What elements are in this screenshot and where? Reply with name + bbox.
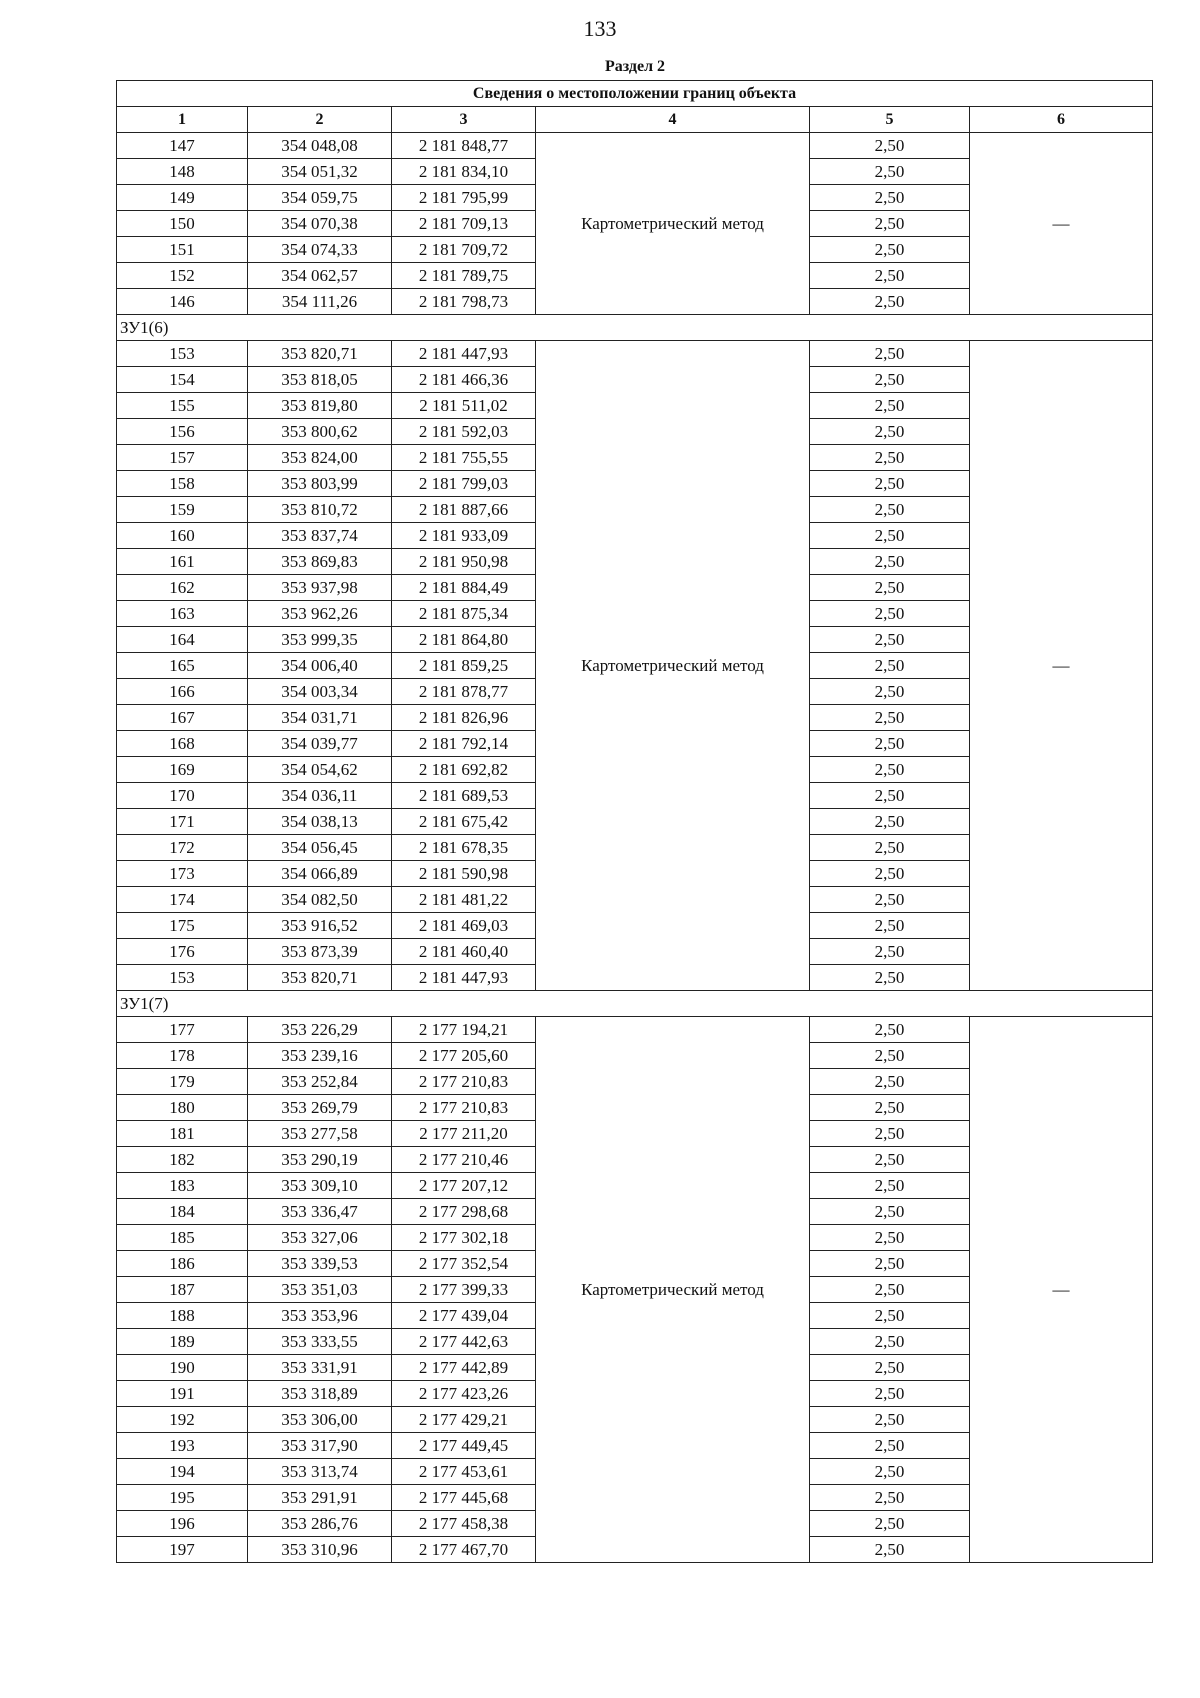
column-header-5: 5	[810, 107, 970, 133]
precision-cell: 2,50	[810, 237, 970, 263]
precision-cell: 2,50	[810, 497, 970, 523]
precision-cell: 2,50	[810, 731, 970, 757]
x-coordinate-cell: 353 336,47	[248, 1199, 392, 1225]
precision-cell: 2,50	[810, 835, 970, 861]
x-coordinate-cell: 353 252,84	[248, 1069, 392, 1095]
point-number-cell: 162	[117, 575, 248, 601]
x-coordinate-cell: 354 003,34	[248, 679, 392, 705]
y-coordinate-cell: 2 177 442,89	[392, 1355, 536, 1381]
y-coordinate-cell: 2 181 826,96	[392, 705, 536, 731]
precision-cell: 2,50	[810, 705, 970, 731]
y-coordinate-cell: 2 177 205,60	[392, 1043, 536, 1069]
point-number-cell: 163	[117, 601, 248, 627]
y-coordinate-cell: 2 177 467,70	[392, 1537, 536, 1563]
precision-cell: 2,50	[810, 367, 970, 393]
point-number-cell: 164	[117, 627, 248, 653]
precision-cell: 2,50	[810, 783, 970, 809]
y-coordinate-cell: 2 181 511,02	[392, 393, 536, 419]
x-coordinate-cell: 354 056,45	[248, 835, 392, 861]
point-number-cell: 190	[117, 1355, 248, 1381]
x-coordinate-cell: 353 869,83	[248, 549, 392, 575]
x-coordinate-cell: 354 006,40	[248, 653, 392, 679]
precision-cell: 2,50	[810, 939, 970, 965]
y-coordinate-cell: 2 177 458,38	[392, 1511, 536, 1537]
precision-cell: 2,50	[810, 1485, 970, 1511]
point-number-cell: 192	[117, 1407, 248, 1433]
point-number-cell: 196	[117, 1511, 248, 1537]
x-coordinate-cell: 354 054,62	[248, 757, 392, 783]
point-number-cell: 170	[117, 783, 248, 809]
group-label-row	[117, 991, 1153, 1017]
x-coordinate-cell: 353 318,89	[248, 1381, 392, 1407]
x-coordinate-cell: 353 291,91	[248, 1485, 392, 1511]
column-6-cell: —	[970, 1017, 1153, 1563]
y-coordinate-cell: 2 181 689,53	[392, 783, 536, 809]
precision-cell: 2,50	[810, 211, 970, 237]
point-number-cell: 181	[117, 1121, 248, 1147]
precision-cell: 2,50	[810, 1225, 970, 1251]
table-row	[117, 133, 1153, 159]
precision-cell: 2,50	[810, 445, 970, 471]
column-6-cell: —	[970, 341, 1153, 991]
y-coordinate-cell: 2 177 442,63	[392, 1329, 536, 1355]
x-coordinate-cell: 353 333,55	[248, 1329, 392, 1355]
point-number-cell: 197	[117, 1537, 248, 1563]
table-title: Сведения о местоположении границ объекта	[117, 81, 1153, 107]
y-coordinate-cell: 2 181 848,77	[392, 133, 536, 159]
y-coordinate-cell: 2 177 211,20	[392, 1121, 536, 1147]
point-number-cell: 185	[117, 1225, 248, 1251]
precision-cell: 2,50	[810, 1407, 970, 1433]
precision-cell: 2,50	[810, 601, 970, 627]
precision-cell: 2,50	[810, 133, 970, 159]
point-number-cell: 186	[117, 1251, 248, 1277]
y-coordinate-cell: 2 181 678,35	[392, 835, 536, 861]
precision-cell: 2,50	[810, 1043, 970, 1069]
x-coordinate-cell: 353 803,99	[248, 471, 392, 497]
point-number-cell: 194	[117, 1459, 248, 1485]
y-coordinate-cell: 2 181 950,98	[392, 549, 536, 575]
column-header-1: 1	[117, 107, 248, 133]
x-coordinate-cell: 354 048,08	[248, 133, 392, 159]
x-coordinate-cell: 353 286,76	[248, 1511, 392, 1537]
x-coordinate-cell: 354 082,50	[248, 887, 392, 913]
point-number-cell: 188	[117, 1303, 248, 1329]
precision-cell: 2,50	[810, 757, 970, 783]
point-number-cell: 153	[117, 341, 248, 367]
point-number-cell: 180	[117, 1095, 248, 1121]
point-number-cell: 167	[117, 705, 248, 731]
x-coordinate-cell: 354 059,75	[248, 185, 392, 211]
group-label: ЗУ1(6)	[117, 315, 1153, 341]
y-coordinate-cell: 2 177 449,45	[392, 1433, 536, 1459]
method-cell: Картометрический метод	[536, 133, 810, 315]
y-coordinate-cell: 2 177 423,26	[392, 1381, 536, 1407]
point-number-cell: 189	[117, 1329, 248, 1355]
section-title: Раздел 2	[604, 58, 666, 75]
point-number-cell: 159	[117, 497, 248, 523]
x-coordinate-cell: 353 820,71	[248, 341, 392, 367]
x-coordinate-cell: 354 038,13	[248, 809, 392, 835]
precision-cell: 2,50	[810, 289, 970, 315]
point-number-cell: 191	[117, 1381, 248, 1407]
precision-cell: 2,50	[810, 1173, 970, 1199]
y-coordinate-cell: 2 177 207,12	[392, 1173, 536, 1199]
point-number-cell: 146	[117, 289, 248, 315]
y-coordinate-cell: 2 181 755,55	[392, 445, 536, 471]
x-coordinate-cell: 354 111,26	[248, 289, 392, 315]
point-number-cell: 178	[117, 1043, 248, 1069]
y-coordinate-cell: 2 181 592,03	[392, 419, 536, 445]
y-coordinate-cell: 2 177 298,68	[392, 1199, 536, 1225]
x-coordinate-cell: 354 039,77	[248, 731, 392, 757]
y-coordinate-cell: 2 177 445,68	[392, 1485, 536, 1511]
precision-cell: 2,50	[810, 1329, 970, 1355]
y-coordinate-cell: 2 181 859,25	[392, 653, 536, 679]
point-number-cell: 172	[117, 835, 248, 861]
y-coordinate-cell: 2 181 469,03	[392, 913, 536, 939]
group-label: ЗУ1(7)	[117, 991, 1153, 1017]
x-coordinate-cell: 353 339,53	[248, 1251, 392, 1277]
point-number-cell: 161	[117, 549, 248, 575]
method-cell: Картометрический метод	[536, 1017, 810, 1563]
x-coordinate-cell: 353 810,72	[248, 497, 392, 523]
x-coordinate-cell: 353 819,80	[248, 393, 392, 419]
point-number-cell: 183	[117, 1173, 248, 1199]
y-coordinate-cell: 2 181 792,14	[392, 731, 536, 757]
precision-cell: 2,50	[810, 679, 970, 705]
point-number-cell: 177	[117, 1017, 248, 1043]
x-coordinate-cell: 353 306,00	[248, 1407, 392, 1433]
precision-cell: 2,50	[810, 471, 970, 497]
point-number-cell: 155	[117, 393, 248, 419]
x-coordinate-cell: 354 062,57	[248, 263, 392, 289]
y-coordinate-cell: 2 177 429,21	[392, 1407, 536, 1433]
point-number-cell: 168	[117, 731, 248, 757]
table-row	[117, 341, 1153, 367]
point-number-cell: 150	[117, 211, 248, 237]
y-coordinate-cell: 2 177 399,33	[392, 1277, 536, 1303]
point-number-cell: 184	[117, 1199, 248, 1225]
x-coordinate-cell: 353 239,16	[248, 1043, 392, 1069]
x-coordinate-cell: 353 269,79	[248, 1095, 392, 1121]
y-coordinate-cell: 2 177 302,18	[392, 1225, 536, 1251]
precision-cell: 2,50	[810, 1147, 970, 1173]
point-number-cell: 151	[117, 237, 248, 263]
precision-cell: 2,50	[810, 1121, 970, 1147]
x-coordinate-cell: 353 999,35	[248, 627, 392, 653]
x-coordinate-cell: 354 031,71	[248, 705, 392, 731]
y-coordinate-cell: 2 181 795,99	[392, 185, 536, 211]
precision-cell: 2,50	[810, 1381, 970, 1407]
point-number-cell: 187	[117, 1277, 248, 1303]
precision-cell: 2,50	[810, 549, 970, 575]
x-coordinate-cell: 354 074,33	[248, 237, 392, 263]
precision-cell: 2,50	[810, 575, 970, 601]
precision-cell: 2,50	[810, 263, 970, 289]
point-number-cell: 165	[117, 653, 248, 679]
precision-cell: 2,50	[810, 159, 970, 185]
precision-cell: 2,50	[810, 1459, 970, 1485]
x-coordinate-cell: 353 353,96	[248, 1303, 392, 1329]
point-number-cell: 158	[117, 471, 248, 497]
precision-cell: 2,50	[810, 1017, 970, 1043]
y-coordinate-cell: 2 181 789,75	[392, 263, 536, 289]
y-coordinate-cell: 2 181 466,36	[392, 367, 536, 393]
y-coordinate-cell: 2 177 210,83	[392, 1069, 536, 1095]
y-coordinate-cell: 2 181 709,13	[392, 211, 536, 237]
point-number-cell: 182	[117, 1147, 248, 1173]
precision-cell: 2,50	[810, 1433, 970, 1459]
y-coordinate-cell: 2 177 194,21	[392, 1017, 536, 1043]
y-coordinate-cell: 2 181 933,09	[392, 523, 536, 549]
precision-cell: 2,50	[810, 809, 970, 835]
point-number-cell: 156	[117, 419, 248, 445]
x-coordinate-cell: 353 331,91	[248, 1355, 392, 1381]
precision-cell: 2,50	[810, 653, 970, 679]
y-coordinate-cell: 2 181 447,93	[392, 965, 536, 991]
precision-cell: 2,50	[810, 523, 970, 549]
page-number: 133	[583, 16, 617, 41]
y-coordinate-cell: 2 181 460,40	[392, 939, 536, 965]
x-coordinate-cell: 353 937,98	[248, 575, 392, 601]
x-coordinate-cell: 353 317,90	[248, 1433, 392, 1459]
y-coordinate-cell: 2 181 798,73	[392, 289, 536, 315]
y-coordinate-cell: 2 181 834,10	[392, 159, 536, 185]
point-number-cell: 193	[117, 1433, 248, 1459]
x-coordinate-cell: 354 066,89	[248, 861, 392, 887]
x-coordinate-cell: 353 310,96	[248, 1537, 392, 1563]
point-number-cell: 147	[117, 133, 248, 159]
point-number-cell: 148	[117, 159, 248, 185]
y-coordinate-cell: 2 181 878,77	[392, 679, 536, 705]
precision-cell: 2,50	[810, 1303, 970, 1329]
group-label-row	[117, 315, 1153, 341]
x-coordinate-cell: 354 051,32	[248, 159, 392, 185]
y-coordinate-cell: 2 177 210,83	[392, 1095, 536, 1121]
y-coordinate-cell: 2 181 692,82	[392, 757, 536, 783]
precision-cell: 2,50	[810, 393, 970, 419]
x-coordinate-cell: 353 873,39	[248, 939, 392, 965]
x-coordinate-cell: 354 036,11	[248, 783, 392, 809]
x-coordinate-cell: 353 290,19	[248, 1147, 392, 1173]
y-coordinate-cell: 2 177 352,54	[392, 1251, 536, 1277]
x-coordinate-cell: 353 327,06	[248, 1225, 392, 1251]
x-coordinate-cell: 353 818,05	[248, 367, 392, 393]
y-coordinate-cell: 2 181 884,49	[392, 575, 536, 601]
point-number-cell: 154	[117, 367, 248, 393]
precision-cell: 2,50	[810, 341, 970, 367]
precision-cell: 2,50	[810, 1095, 970, 1121]
y-coordinate-cell: 2 177 439,04	[392, 1303, 536, 1329]
column-6-cell: —	[970, 133, 1153, 315]
precision-cell: 2,50	[810, 1355, 970, 1381]
precision-cell: 2,50	[810, 913, 970, 939]
point-number-cell: 176	[117, 939, 248, 965]
point-number-cell: 173	[117, 861, 248, 887]
point-number-cell: 149	[117, 185, 248, 211]
y-coordinate-cell: 2 181 447,93	[392, 341, 536, 367]
x-coordinate-cell: 353 837,74	[248, 523, 392, 549]
point-number-cell: 166	[117, 679, 248, 705]
precision-cell: 2,50	[810, 627, 970, 653]
column-header-3: 3	[392, 107, 536, 133]
precision-cell: 2,50	[810, 1511, 970, 1537]
precision-cell: 2,50	[810, 1069, 970, 1095]
y-coordinate-cell: 2 181 864,80	[392, 627, 536, 653]
precision-cell: 2,50	[810, 1251, 970, 1277]
y-coordinate-cell: 2 177 210,46	[392, 1147, 536, 1173]
precision-cell: 2,50	[810, 861, 970, 887]
column-header-row	[117, 107, 1153, 133]
point-number-cell: 160	[117, 523, 248, 549]
y-coordinate-cell: 2 177 453,61	[392, 1459, 536, 1485]
y-coordinate-cell: 2 181 875,34	[392, 601, 536, 627]
column-header-2: 2	[248, 107, 392, 133]
y-coordinate-cell: 2 181 799,03	[392, 471, 536, 497]
point-number-cell: 157	[117, 445, 248, 471]
x-coordinate-cell: 353 277,58	[248, 1121, 392, 1147]
x-coordinate-cell: 353 800,62	[248, 419, 392, 445]
x-coordinate-cell: 353 916,52	[248, 913, 392, 939]
table-row	[117, 1017, 1153, 1043]
x-coordinate-cell: 353 820,71	[248, 965, 392, 991]
y-coordinate-cell: 2 181 887,66	[392, 497, 536, 523]
method-cell: Картометрический метод	[536, 341, 810, 991]
point-number-cell: 153	[117, 965, 248, 991]
precision-cell: 2,50	[810, 965, 970, 991]
y-coordinate-cell: 2 181 675,42	[392, 809, 536, 835]
point-number-cell: 171	[117, 809, 248, 835]
table-body	[117, 133, 1153, 1563]
x-coordinate-cell: 353 313,74	[248, 1459, 392, 1485]
x-coordinate-cell: 353 309,10	[248, 1173, 392, 1199]
x-coordinate-cell: 353 226,29	[248, 1017, 392, 1043]
boundary-table	[116, 80, 1153, 1563]
point-number-cell: 174	[117, 887, 248, 913]
precision-cell: 2,50	[810, 185, 970, 211]
point-number-cell: 175	[117, 913, 248, 939]
point-number-cell: 152	[117, 263, 248, 289]
precision-cell: 2,50	[810, 419, 970, 445]
table-title-row	[117, 81, 1153, 107]
x-coordinate-cell: 354 070,38	[248, 211, 392, 237]
y-coordinate-cell: 2 181 481,22	[392, 887, 536, 913]
precision-cell: 2,50	[810, 1537, 970, 1563]
y-coordinate-cell: 2 181 590,98	[392, 861, 536, 887]
point-number-cell: 179	[117, 1069, 248, 1095]
column-header-6: 6	[970, 107, 1153, 133]
precision-cell: 2,50	[810, 1199, 970, 1225]
x-coordinate-cell: 353 351,03	[248, 1277, 392, 1303]
y-coordinate-cell: 2 181 709,72	[392, 237, 536, 263]
x-coordinate-cell: 353 824,00	[248, 445, 392, 471]
precision-cell: 2,50	[810, 887, 970, 913]
point-number-cell: 169	[117, 757, 248, 783]
x-coordinate-cell: 353 962,26	[248, 601, 392, 627]
point-number-cell: 195	[117, 1485, 248, 1511]
precision-cell: 2,50	[810, 1277, 970, 1303]
column-header-4: 4	[536, 107, 810, 133]
